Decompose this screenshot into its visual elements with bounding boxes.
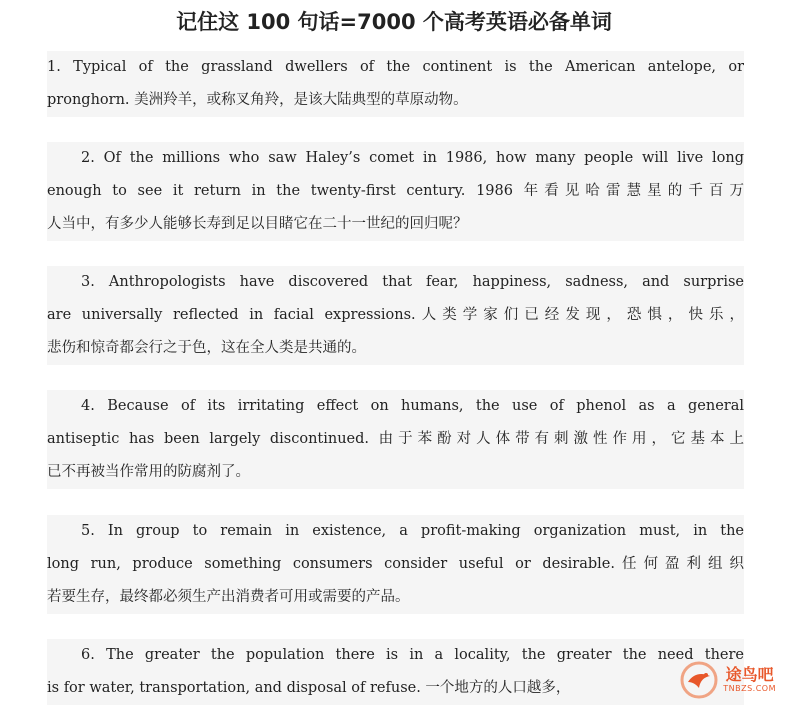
watermark-url: TNBZS.COM xyxy=(723,684,776,693)
paragraph-line: 已不再被当作常用的防腐剂了。 xyxy=(47,464,250,480)
sentence-paragraph-5 xyxy=(47,515,744,614)
paragraph-line: 人当中，有多少人能够长寿到足以目睹它在二十一世纪的回归呢？ xyxy=(47,216,468,232)
sentence-paragraph-1 xyxy=(47,51,744,117)
sentence-paragraph-6 xyxy=(47,639,744,705)
paragraph-line: is for water, transportation, and disposal of refuse. 一个地方的人口越多， xyxy=(47,680,571,696)
paragraph-line: long run, produce something consumers consider useful or desirable.任何盈利组织 xyxy=(47,556,744,572)
paragraph-line: antiseptic has been largely discontinued. 由于苯酚对人体带有刺激性作用，它基本上 xyxy=(47,431,744,447)
paragraph-line: are universally reflected in facial expressions.人类学家们已经发现，恐惧，快乐， xyxy=(47,307,744,323)
paragraph-line: 4. Because of its irritating effect on humans, the use of phenol as a general xyxy=(81,398,744,414)
paragraph-line: 悲伤和惊奇都会行之于色，这在全人类是共通的。 xyxy=(47,340,366,356)
paragraph-line: 1. Typical of the grassland dwellers of the continent is the American antelope, or xyxy=(47,59,744,75)
paragraph-line: 5. In group to remain in existence, a profit-making organization must, in the xyxy=(81,523,744,539)
sentence-paragraph-3 xyxy=(47,266,744,365)
paragraph-line: 2. Of the millions who saw Haley’s comet in 1986, how many people will live long xyxy=(81,150,744,166)
page-title: 记住这 100 句话=7000 个高考英语必备单词 xyxy=(176,10,612,34)
watermark xyxy=(679,660,776,700)
paragraph-line: 3. Anthropologists have discovered that fear, happiness, sadness, and surprise xyxy=(81,274,744,290)
paragraph-line: 6. The greater the population there is in a locality, the greater the need there xyxy=(81,647,744,663)
sentence-paragraph-2 xyxy=(47,142,744,241)
bird-logo-icon xyxy=(679,660,719,700)
sentence-paragraph-4 xyxy=(47,390,744,489)
paragraph-line: enough to see it return in the twenty-first century. 1986 年看见哈雷慧星的千百万 xyxy=(47,183,744,199)
paragraph-line: pronghorn. 美洲羚羊，或称叉角羚，是该大陆典型的草原动物。 xyxy=(47,92,468,108)
paragraph-line: 若要生存，最终都必须生产出消费者可用或需要的产品。 xyxy=(47,589,410,605)
watermark-name: 途鸟吧 xyxy=(725,665,774,684)
